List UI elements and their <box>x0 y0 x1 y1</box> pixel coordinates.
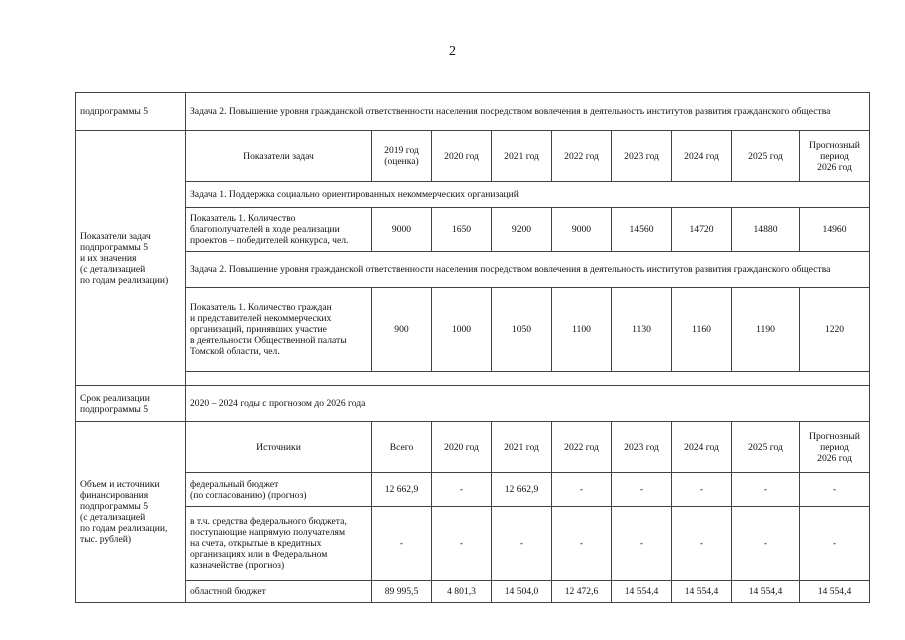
task1-indicator-name: Показатель 1. Количество благополучателей в ходе реализации проектов – победителей конкурса, чел. <box>186 208 372 252</box>
table-cell: - <box>432 507 492 581</box>
indicators-header-cell: Показатели задач <box>186 131 372 182</box>
table-cell: 14720 <box>672 208 732 252</box>
funding-row-federal-direct <box>76 507 870 581</box>
table-cell: 1650 <box>432 208 492 252</box>
table-cell: 12 662,9 <box>372 473 432 507</box>
table-cell: 900 <box>372 288 432 372</box>
table-cell: - <box>552 473 612 507</box>
indicators-header-cell: 2020 год <box>432 131 492 182</box>
funding-header-cell: Прогнозный период 2026 год <box>800 422 870 473</box>
table-cell: 1000 <box>432 288 492 372</box>
funding-source-name: областной бюджет <box>186 581 372 603</box>
table-cell: 14 554,4 <box>612 581 672 603</box>
funding-row-regional <box>76 581 870 603</box>
indicators-header-cell: 2024 год <box>672 131 732 182</box>
table-cell: - <box>800 507 870 581</box>
task2-title: Задача 2. Повышение уровня гражданской ответственности населения посредством вовлечения в деятельность институтов развития гражданского общества <box>186 252 870 288</box>
task1-title: Задача 1. Поддержка социально ориентированных некоммерческих организаций <box>186 182 870 208</box>
table-cell: 12 472,6 <box>552 581 612 603</box>
table-cell: 4 801,3 <box>432 581 492 603</box>
table-cell: - <box>552 507 612 581</box>
indicators-header-cell: 2019 год (оценка) <box>372 131 432 182</box>
table-cell: - <box>612 507 672 581</box>
task2-indicator-name: Показатель 1. Количество граждан и представителей некоммерческих организаций, принявших участие в деятельности Общественной палаты Томской области, чел. <box>186 288 372 372</box>
funding-label: Объем и источники финансирования подпрограммы 5 (с детализацией по годам реализации, тыс. рублей) <box>76 422 186 603</box>
task-row-text: Задача 2. Повышение уровня гражданской ответственности населения посредством вовлечения в деятельность институтов развития гражданского общества <box>186 93 870 131</box>
spacer-row <box>76 372 870 386</box>
table-cell: - <box>492 507 552 581</box>
table-cell: 1100 <box>552 288 612 372</box>
table-cell: 14 554,4 <box>800 581 870 603</box>
task1-indicator-row <box>76 208 870 252</box>
funding-header-cell: 2023 год <box>612 422 672 473</box>
table-cell: 14560 <box>612 208 672 252</box>
table-cell: 1190 <box>732 288 800 372</box>
table-cell: - <box>672 473 732 507</box>
table-cell: 89 995,5 <box>372 581 432 603</box>
table-cell: 1220 <box>800 288 870 372</box>
table-cell: 9000 <box>552 208 612 252</box>
task1-title-row <box>76 182 870 208</box>
table-cell: 1050 <box>492 288 552 372</box>
indicators-header-cell: 2025 год <box>732 131 800 182</box>
task-row-label: подпрограммы 5 <box>76 93 186 131</box>
funding-header-cell: 2022 год <box>552 422 612 473</box>
page-number: 2 <box>449 44 456 59</box>
funding-source-name: федеральный бюджет (по согласованию) (прогноз) <box>186 473 372 507</box>
indicators-header-cell: 2023 год <box>612 131 672 182</box>
table-cell: 14960 <box>800 208 870 252</box>
table-cell: - <box>672 507 732 581</box>
table-cell: - <box>732 473 800 507</box>
term-text: 2020 – 2024 годы с прогнозом до 2026 года <box>186 386 870 422</box>
funding-row-federal <box>76 473 870 507</box>
table-cell: 14880 <box>732 208 800 252</box>
funding-header-row <box>76 422 870 473</box>
table-cell: 9200 <box>492 208 552 252</box>
table-cell: - <box>432 473 492 507</box>
table-cell: - <box>732 507 800 581</box>
task2-indicator-row <box>76 288 870 372</box>
indicators-header-cell: 2022 год <box>552 131 612 182</box>
indicators-header-row <box>76 131 870 182</box>
funding-source-name: в т.ч. средства федерального бюджета, поступающие напрямую получателям на счета, открытые в кредитных организациях или в Федеральном казначействе (прогноз) <box>186 507 372 581</box>
table-cell: 14 504,0 <box>492 581 552 603</box>
indicators-header-cell: Прогнозный период 2026 год <box>800 131 870 182</box>
table-cell: - <box>612 473 672 507</box>
term-row <box>76 386 870 422</box>
spacer-cell <box>186 372 870 386</box>
funding-header-cell: Источники <box>186 422 372 473</box>
task2-title-row <box>76 252 870 288</box>
passport-table <box>75 92 870 603</box>
funding-header-cell: 2020 год <box>432 422 492 473</box>
table-cell: - <box>372 507 432 581</box>
table-cell: 1160 <box>672 288 732 372</box>
table-cell: 14 554,4 <box>672 581 732 603</box>
indicators-header-cell: 2021 год <box>492 131 552 182</box>
task-row <box>76 93 870 131</box>
indicators-label: Показатели задач подпрограммы 5 и их значения (с детализацией по годам реализации) <box>76 131 186 386</box>
table-cell: - <box>800 473 870 507</box>
funding-header-cell: Всего <box>372 422 432 473</box>
table-cell: 1130 <box>612 288 672 372</box>
funding-header-cell: 2024 год <box>672 422 732 473</box>
table-cell: 12 662,9 <box>492 473 552 507</box>
term-label: Срок реализации подпрограммы 5 <box>76 386 186 422</box>
table-cell: 14 554,4 <box>732 581 800 603</box>
table-cell: 9000 <box>372 208 432 252</box>
funding-header-cell: 2021 год <box>492 422 552 473</box>
funding-header-cell: 2025 год <box>732 422 800 473</box>
